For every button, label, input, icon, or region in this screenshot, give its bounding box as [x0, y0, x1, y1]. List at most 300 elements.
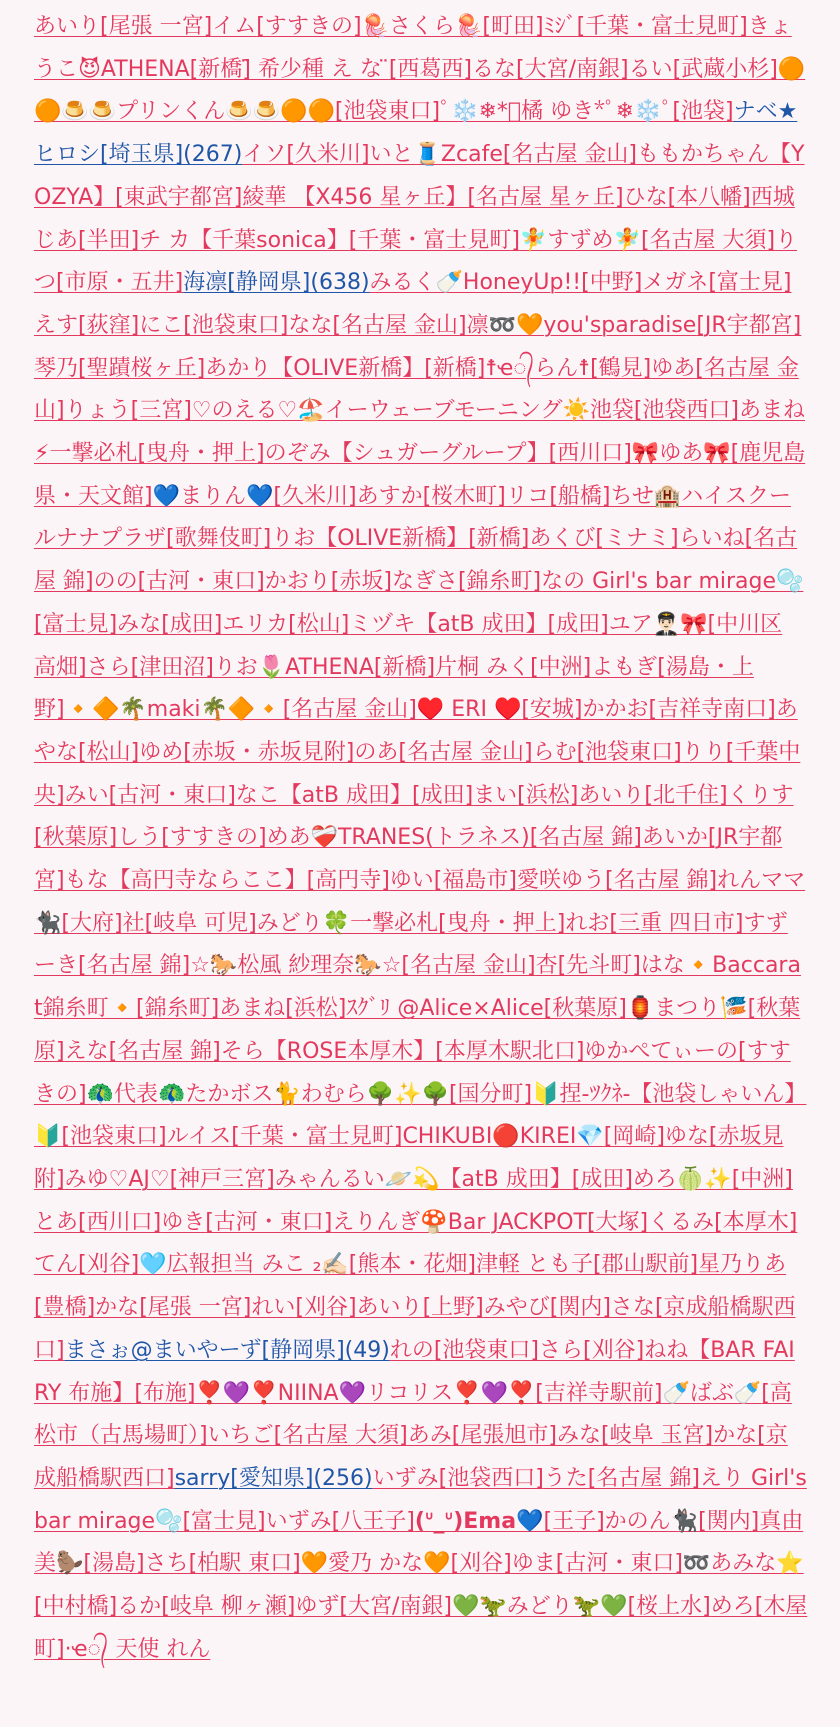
- cast-area: [本八幡]: [667, 184, 751, 210]
- cast-area: [ミナミ]: [595, 526, 679, 552]
- cast-link[interactable]: [222, 612, 349, 637]
- cast-name: らいね: [678, 526, 745, 552]
- cast-name: みやび: [483, 1295, 550, 1321]
- cast-name: いと🧵Zcafe: [369, 142, 503, 168]
- cast-area: [古河・東口]: [555, 1551, 683, 1577]
- cast-name: すずーき: [34, 910, 788, 979]
- cast-name: あまね⚡一撃必札: [34, 398, 806, 467]
- cast-area: [中洲]: [530, 654, 592, 680]
- cast-link[interactable]: [183, 270, 369, 295]
- cast-link[interactable]: [236, 783, 473, 808]
- cast-area: [池袋]: [672, 99, 734, 125]
- cast-link[interactable]: [65, 1167, 275, 1192]
- cast-name: あいり: [578, 782, 645, 808]
- cast-name: 🔰捏-ﾂｸﾈ-【池袋しゃいん】🔰: [34, 1081, 807, 1150]
- cast-link[interactable]: [629, 57, 778, 82]
- cast-link[interactable]: [65, 868, 390, 893]
- cast-name: 片桐 みく: [435, 654, 531, 680]
- cast-name: くるみ: [648, 1209, 715, 1235]
- cast-link[interactable]: [506, 484, 611, 509]
- cast-name: 愛咲ゆう: [516, 868, 605, 894]
- cast-link[interactable]: [484, 1295, 611, 1320]
- cast-name: 🎀ゆあ🎀: [631, 441, 731, 467]
- cast-link[interactable]: [452, 1594, 711, 1619]
- cast-name: みな: [117, 611, 162, 637]
- cast-area: [刈谷]: [78, 1252, 140, 1278]
- cast-area: [すすきの]: [161, 825, 267, 851]
- cast-link[interactable]: [275, 1167, 633, 1192]
- cast-area: [成田]: [571, 1166, 633, 1192]
- cast-link[interactable]: [544, 14, 748, 39]
- cast-link[interactable]: [435, 655, 591, 680]
- cast-link[interactable]: [642, 270, 791, 295]
- cast-link[interactable]: [485, 356, 651, 381]
- cast-link[interactable]: [219, 996, 346, 1021]
- cast-name: なの Girl's bar mirage🫧: [541, 569, 804, 595]
- cast-name: しう: [117, 825, 162, 851]
- cast-area: [八王子]: [331, 1508, 415, 1534]
- cast-name: 🧚すずめ🧚: [519, 227, 641, 253]
- cast-area: [半田]: [78, 227, 140, 253]
- cast-link[interactable]: [117, 825, 266, 850]
- cast-name: ｽｸﾞﾘ @Alice×Alice: [346, 996, 544, 1022]
- cast-name: まい: [473, 782, 518, 808]
- cast-name: えす: [34, 312, 79, 338]
- cast-area: [名古屋 錦]: [78, 953, 191, 979]
- cast-area: [池袋東口]: [334, 99, 441, 125]
- cast-link[interactable]: [265, 569, 392, 594]
- cast-area: [浜松]: [285, 996, 347, 1022]
- cast-area: [本厚木]: [714, 1209, 798, 1235]
- cast-name: なぎさ: [391, 569, 458, 595]
- cast-link[interactable]: [472, 57, 629, 82]
- cast-link[interactable]: [34, 313, 139, 338]
- cast-area: [秋葉原]: [34, 825, 118, 851]
- cast-area: [久米川]: [273, 483, 357, 509]
- cast-link[interactable]: [390, 1338, 539, 1363]
- cast-name: 津軽 とも子: [475, 1252, 593, 1278]
- cast-area: [福島市]: [433, 868, 517, 894]
- cast-area: [新橋]: [424, 355, 486, 381]
- cast-area: [千葉・富士見町]: [231, 1124, 403, 1150]
- cast-link[interactable]: [402, 1124, 664, 1149]
- cast-area: [聖蹟桜ヶ丘]: [78, 355, 206, 381]
- cast-name: さら: [86, 654, 131, 680]
- cast-name: (ᐡ_ᐡ)Ema💙: [414, 1508, 544, 1534]
- cast-area: [吉祥寺南口]: [648, 697, 776, 723]
- cast-link[interactable]: [271, 526, 529, 551]
- cast-area: [埼玉県](267): [100, 142, 243, 168]
- cast-link[interactable]: [476, 1252, 698, 1277]
- cast-area: [岡崎]: [603, 1124, 665, 1150]
- cast-link[interactable]: [346, 996, 626, 1021]
- cast-link[interactable]: [65, 783, 236, 808]
- cast-link[interactable]: [332, 1210, 648, 1235]
- cast-area: [神戸三宮]: [169, 1166, 275, 1192]
- cast-area: [中村橋]: [34, 1594, 118, 1620]
- cast-name: みどり🍀一撃必札: [256, 910, 439, 936]
- cast-area: [名古屋 金山]: [401, 953, 536, 979]
- cast-name: 🧡愛乃 かな🧡: [300, 1551, 451, 1577]
- cast-name: かな: [95, 1295, 140, 1321]
- cast-name: イム: [212, 14, 257, 39]
- cast-name: あいか: [641, 825, 708, 851]
- cast-area: [名古屋 金山]: [282, 697, 417, 723]
- cast-area: [新橋]: [189, 56, 251, 82]
- cast-name: えり Girl's bar mirage🫧: [34, 1465, 807, 1534]
- cast-name: ゆき: [161, 1209, 206, 1235]
- cast-name: 杏: [535, 953, 558, 979]
- cast-area: [成田]: [161, 611, 223, 637]
- cast-name: みな: [556, 1423, 601, 1449]
- cast-link[interactable]: [139, 313, 288, 338]
- cast-area: [名古屋 金山]: [34, 355, 799, 424]
- cast-name: まさぉ@まいやーず: [64, 1337, 262, 1363]
- cast-link[interactable]: [557, 1423, 713, 1448]
- cast-link[interactable]: [242, 185, 623, 210]
- cast-name: ·ҽ᭄ 天使 れん: [64, 1636, 211, 1662]
- cast-area: [名古屋 錦]: [604, 868, 718, 894]
- cast-name: ﾟ❄️❄︎*ﾟ橘 ゆき*ﾟ❄︎❄️ﾟ: [440, 99, 673, 125]
- cast-name: るか: [117, 1594, 162, 1620]
- cast-link[interactable]: [251, 57, 472, 82]
- cast-link[interactable]: [251, 1295, 356, 1320]
- cast-link[interactable]: [208, 1423, 408, 1448]
- cast-name: 海凛: [183, 270, 228, 296]
- cast-link[interactable]: [94, 569, 265, 594]
- cast-area: [刈谷]: [583, 1337, 645, 1363]
- cast-link[interactable]: [373, 1466, 544, 1491]
- cast-link[interactable]: [167, 1124, 403, 1149]
- cast-link[interactable]: [440, 99, 734, 124]
- cast-area: [赤坂・赤坂見附]: [183, 739, 355, 765]
- cast-link[interactable]: [34, 356, 205, 381]
- cast-area: [富士見]: [182, 1508, 266, 1534]
- cast-name: れい: [251, 1295, 296, 1321]
- cast-area: [池袋東口]: [433, 1337, 540, 1363]
- cast-name: うた: [543, 1465, 588, 1491]
- cast-link[interactable]: [65, 697, 417, 722]
- cast-area: [秋葉原]: [34, 996, 801, 1064]
- cast-name: れお: [565, 910, 610, 936]
- cast-area: [三宮]: [130, 398, 192, 424]
- cast-area: [尾張 一宮]: [139, 1295, 252, 1321]
- cast-link[interactable]: [117, 1594, 295, 1619]
- cast-area: [錦糸町]: [457, 569, 542, 595]
- cast-link[interactable]: [648, 1210, 797, 1235]
- cast-name: リコ: [505, 483, 550, 509]
- cast-area: [錦糸町]: [136, 996, 220, 1022]
- cast-name: 🔸🔶🌴maki🌴🔶🔸: [64, 697, 283, 723]
- cast-area: [熊本・花畑]: [348, 1252, 476, 1278]
- cast-link[interactable]: [392, 569, 541, 594]
- cast-area: [静岡県](638): [227, 270, 370, 296]
- cast-link[interactable]: [390, 868, 517, 893]
- cast-name: ユア👨🏻‍✈️🎀: [608, 611, 708, 637]
- cast-name: のあ: [354, 739, 399, 765]
- cast-name: りり: [681, 739, 726, 765]
- cast-name: あすか: [356, 483, 423, 509]
- cast-name: エリカ: [222, 611, 289, 637]
- cast-link[interactable]: [605, 1509, 760, 1534]
- cast-area: [名古屋 金山]: [332, 312, 467, 338]
- cast-area: [松山]: [288, 611, 350, 637]
- cast-name: ゆな: [664, 1124, 709, 1150]
- cast-name: ♡のえる♡🏖️イーウェーブモーニング☀️池袋: [191, 398, 634, 424]
- cast-area: [武蔵小杉]: [672, 56, 778, 82]
- cast-name: あまね: [219, 996, 286, 1022]
- cast-area: [名古屋 金山]: [502, 142, 638, 168]
- cast-name: 綾華 【X456 星ヶ丘】: [242, 184, 468, 210]
- cast-area: [高円寺]: [306, 868, 390, 894]
- cast-name: ♥️ ERI ♥️: [416, 697, 522, 723]
- cast-link[interactable]: [65, 1637, 211, 1662]
- cast-link[interactable]: [473, 783, 578, 808]
- cast-name: 💚🦖みどり🦖💚: [451, 1594, 628, 1620]
- cast-name: ちせ🏨ハイスクールナナプラザ: [34, 483, 791, 552]
- cast-link[interactable]: [417, 697, 583, 722]
- cast-area: [津田沼]: [130, 654, 214, 680]
- cast-area: [すすきの]: [256, 14, 362, 39]
- cast-area: [歌舞伎町]: [166, 526, 272, 552]
- cast-area: [町田]: [482, 14, 544, 39]
- cast-name: もな【高円寺ならここ】: [64, 868, 307, 894]
- cast-area: [鹿児島県・天文館]: [34, 441, 806, 509]
- cast-link[interactable]: [65, 1338, 390, 1363]
- cast-link[interactable]: [145, 1551, 301, 1576]
- cast-link[interactable]: [288, 313, 466, 338]
- cast-name: れんママ🐈‍⬛: [34, 868, 806, 936]
- cast-name: かな: [713, 1423, 758, 1449]
- cast-name: ねね【BAR FAIRY 布施】: [34, 1337, 795, 1406]
- cast-link[interactable]: [544, 1466, 700, 1491]
- cast-link[interactable]: [529, 526, 678, 551]
- cast-name: 🍼ばぶ🍼: [662, 1380, 762, 1406]
- cast-name: 🟠🟠🍮🍮プリンくん🍮🍮🟠🟠: [34, 56, 806, 125]
- cast-area: [名古屋 錦]: [34, 526, 798, 595]
- cast-area: [湯島・上野]: [34, 654, 754, 723]
- cast-link[interactable]: [512, 1551, 683, 1576]
- cast-area: [京成船橋駅西口]: [34, 1295, 796, 1363]
- cast-area: [西川口]: [78, 1209, 162, 1235]
- cast-link[interactable]: [205, 356, 485, 381]
- cast-link[interactable]: [123, 911, 257, 936]
- cast-area: [赤坂]: [330, 569, 392, 595]
- cast-name: 社: [122, 910, 145, 936]
- cast-area: [名古屋 星ヶ丘]: [467, 184, 624, 210]
- cast-link[interactable]: [301, 1551, 512, 1576]
- cast-area: [先斗町]: [557, 953, 641, 979]
- cast-link[interactable]: [34, 14, 212, 39]
- cast-area: [久米川]: [286, 142, 370, 168]
- cast-name: 💙まりん💙: [152, 483, 274, 509]
- cast-name: ナベ★ヒロシ: [34, 99, 798, 168]
- cast-name: イソ: [242, 142, 287, 168]
- cast-area: [関内]: [698, 1508, 760, 1534]
- cast-area: [郡山駅前]: [592, 1252, 699, 1278]
- cast-name: 🩵広報担当 みこ ₂✍🏻: [139, 1252, 349, 1278]
- cast-area: [中川区 高畑]: [34, 611, 783, 680]
- cast-name: さな: [610, 1295, 655, 1321]
- cast-link[interactable]: [266, 1509, 415, 1534]
- cast-link[interactable]: [520, 228, 775, 253]
- cast-name: ゆかぺてぃーの: [584, 1038, 738, 1064]
- cast-area: [静岡県](49): [261, 1337, 390, 1363]
- cast-link[interactable]: [624, 185, 751, 210]
- cast-name: さち: [144, 1551, 189, 1577]
- cast-area: [船橋]: [549, 483, 611, 509]
- cast-name: りょう: [64, 398, 131, 424]
- cast-name: ゆず: [295, 1594, 340, 1620]
- cast-link[interactable]: [362, 14, 544, 39]
- cast-area: [千葉中央]: [34, 739, 801, 808]
- cast-area: [本厚木駅北口]: [435, 1038, 585, 1064]
- cast-link[interactable]: [195, 1381, 662, 1406]
- cast-name: ひな: [623, 184, 668, 210]
- cast-name: ゆま: [511, 1551, 556, 1577]
- cast-link[interactable]: [354, 740, 532, 765]
- cast-name: ゆめ: [139, 739, 184, 765]
- cast-link[interactable]: [34, 1252, 139, 1277]
- cast-name: はな🔸Baccarat錦糸町🔸: [34, 953, 801, 1022]
- cast-link[interactable]: [257, 911, 566, 936]
- cast-link[interactable]: [533, 740, 682, 765]
- cast-link[interactable]: [467, 313, 802, 338]
- cast-name: あくび: [529, 526, 596, 552]
- cast-area: [高松市（古馬場町）]: [34, 1380, 792, 1449]
- cast-link[interactable]: [408, 1423, 557, 1448]
- cast-area: [池袋東口]: [576, 739, 682, 765]
- cast-link[interactable]: [139, 228, 520, 253]
- cast-link[interactable]: [214, 655, 435, 680]
- cast-name: めあ❤️‍🩹TRANES(トラネス): [266, 825, 530, 851]
- cast-name: りつ: [34, 227, 798, 296]
- cast-link[interactable]: [87, 655, 214, 680]
- cast-name: 🪼さくら🪼: [361, 14, 483, 39]
- cast-area: [池袋東口]: [61, 1124, 167, 1150]
- cast-area: [松山]: [78, 739, 140, 765]
- cast-link[interactable]: [536, 953, 641, 978]
- cast-area: [中野]: [581, 270, 643, 296]
- cast-link[interactable]: [267, 825, 642, 850]
- cast-link[interactable]: [117, 612, 222, 637]
- cast-link[interactable]: [139, 1252, 476, 1277]
- cast-area: [布施]: [134, 1380, 196, 1406]
- cast-name: なな: [288, 312, 333, 338]
- cast-link[interactable]: [370, 270, 643, 295]
- cast-name: チ カ【千葉sonica】: [139, 227, 349, 253]
- cast-link[interactable]: [139, 740, 354, 765]
- cast-link[interactable]: [153, 484, 357, 509]
- cast-area: [古河・東口]: [205, 1209, 333, 1235]
- cast-link[interactable]: [295, 1594, 452, 1619]
- cast-link[interactable]: [65, 398, 192, 423]
- cast-name: ❣️💜❣️NIINA💜リコリス❣️💜❣️: [195, 1380, 536, 1406]
- cast-area: [富士見]: [34, 611, 118, 637]
- cast-link[interactable]: [87, 1082, 533, 1107]
- cast-area: [中洲]: [731, 1166, 793, 1192]
- cast-link[interactable]: [357, 484, 506, 509]
- cast-link[interactable]: [265, 441, 632, 466]
- cast-name: ももかちゃん【YOZYA】: [34, 142, 805, 210]
- cast-name: みゃんるい🪐💫【atB 成田】: [274, 1166, 572, 1192]
- cast-name: りお🌷ATHENA: [213, 654, 374, 680]
- cast-link[interactable]: [357, 1295, 484, 1320]
- cast-area: [王子]: [543, 1508, 605, 1534]
- cast-name: るい: [628, 56, 673, 82]
- cast-area: [北千住]: [644, 782, 728, 808]
- cast-name: きょうこ😈ATHENA: [34, 14, 792, 82]
- cast-area: [愛知県](256): [230, 1465, 373, 1491]
- cast-link[interactable]: [221, 1039, 585, 1064]
- cast-link[interactable]: [212, 14, 361, 39]
- cast-link[interactable]: [192, 398, 739, 423]
- cast-link[interactable]: [517, 868, 717, 893]
- cast-area: [刈谷]: [295, 1295, 357, 1321]
- cast-area: [曳舟・押上]: [438, 910, 566, 936]
- cast-area: [尾張 一宮]: [100, 14, 213, 39]
- cast-area: [大宮/南銀]: [516, 56, 629, 82]
- cast-link[interactable]: [578, 783, 727, 808]
- cast-link[interactable]: [161, 1210, 332, 1235]
- cast-name: ゆい: [389, 868, 434, 894]
- cast-name: てん: [34, 1252, 79, 1278]
- cast-area: [成田]: [547, 611, 609, 637]
- cast-link[interactable]: [175, 1466, 373, 1491]
- cast-link[interactable]: [565, 911, 743, 936]
- cast-area: [新橋]: [468, 526, 530, 552]
- cast-area: [名古屋 大須]: [273, 1423, 408, 1449]
- cast-link[interactable]: [415, 1509, 605, 1534]
- cast-link[interactable]: [95, 1295, 251, 1320]
- cast-area: [大塚]: [586, 1209, 649, 1235]
- cast-link[interactable]: [349, 612, 608, 637]
- cast-area: [大府]: [61, 910, 123, 936]
- cast-area: [名古屋 錦]: [108, 1038, 221, 1064]
- cast-link[interactable]: [190, 953, 535, 978]
- cast-area: [京成船橋駅西口]: [34, 1423, 788, 1491]
- cast-name: CHIKUBI🔴KIREI💎: [402, 1124, 604, 1150]
- cast-area: [東武宇都宮]: [115, 184, 243, 210]
- cast-area: [池袋西口]: [633, 398, 740, 424]
- cast-name: いちご: [207, 1423, 274, 1449]
- cast-area: [名古屋 錦]: [587, 1465, 700, 1491]
- cast-area: [鶴見]: [590, 355, 652, 381]
- cast-name: sarry: [174, 1465, 231, 1491]
- cast-link[interactable]: [242, 142, 369, 167]
- cast-link[interactable]: [539, 1338, 644, 1363]
- cast-area: [岐阜 柳ヶ瀬]: [161, 1594, 296, 1620]
- cast-link[interactable]: [65, 1039, 221, 1064]
- cast-name: さら: [539, 1337, 584, 1363]
- cast-area: [曳舟・押上]: [137, 441, 265, 467]
- cast-area: [古河・東口]: [137, 569, 265, 595]
- cast-link[interactable]: [370, 142, 638, 167]
- cast-link[interactable]: [34, 1210, 161, 1235]
- cast-link[interactable]: [633, 1167, 793, 1192]
- cast-name: にこ: [139, 312, 184, 338]
- cast-name: ̈ 希少種 え な ̈: [250, 56, 389, 82]
- cast-name: ➿あみな⭐: [682, 1551, 804, 1577]
- cast-name: 🦚代表🦚たかボス🐈わむら🌳✨🌳: [86, 1081, 449, 1107]
- cast-link[interactable]: [583, 697, 776, 722]
- cast-name: かおり: [264, 569, 331, 595]
- cast-area: [JR宇都宮]: [34, 825, 783, 894]
- cast-name: 星乃りあ: [698, 1252, 787, 1278]
- cast-name: みるく🍼HoneyUp!!: [369, 270, 582, 296]
- cast-area: [名古屋 金山]: [398, 739, 533, 765]
- cast-name: みい: [64, 782, 109, 808]
